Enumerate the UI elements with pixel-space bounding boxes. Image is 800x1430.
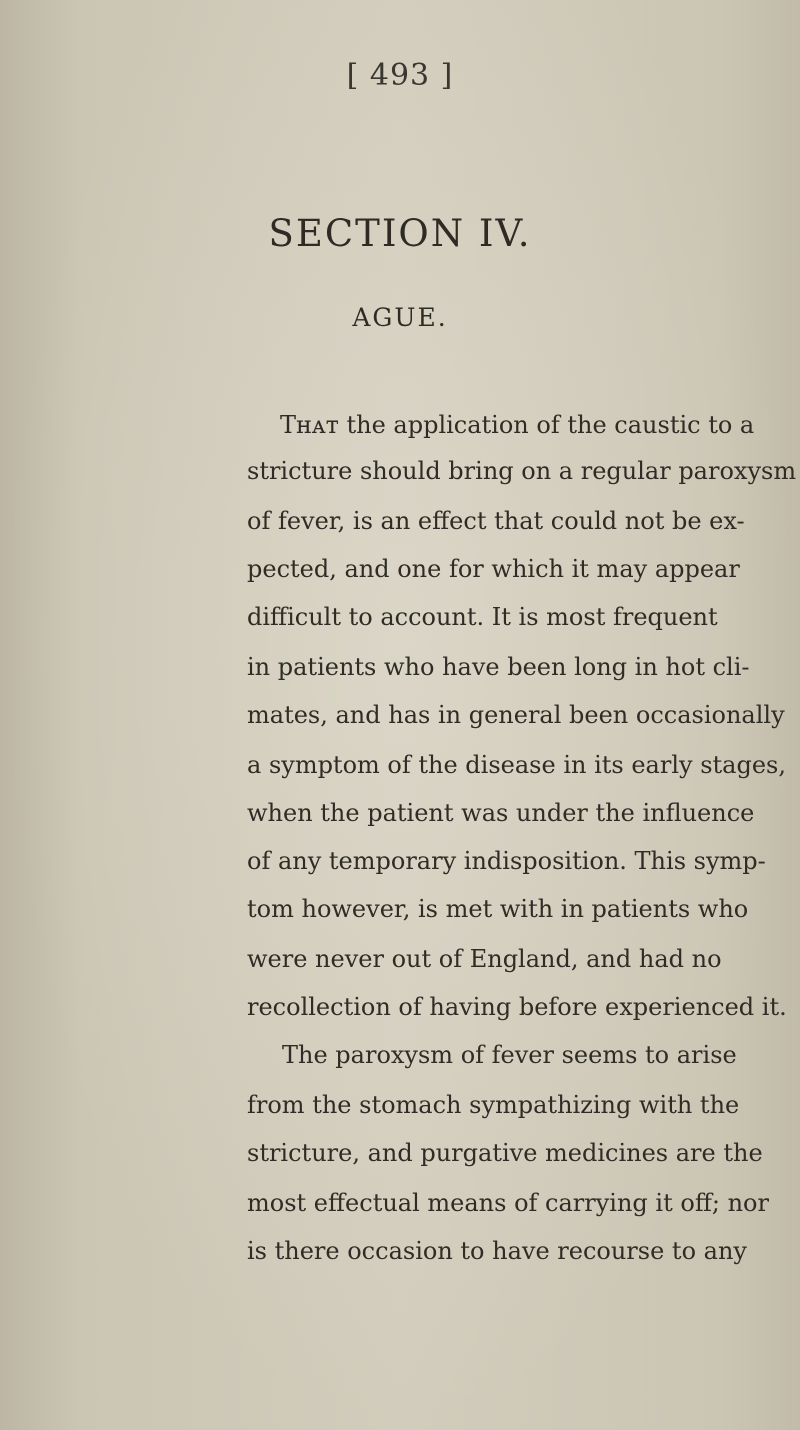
section-heading: SECTION IV. xyxy=(268,212,532,255)
text-line: mates, and has in general been occasionally xyxy=(247,701,785,729)
text-line: in patients who have been long in hot cli- xyxy=(247,653,750,681)
text-line: Tʜᴀᴛ the application of the caustic to a xyxy=(280,411,755,439)
text-line: of fever, is an effect that could not be ex- xyxy=(247,507,745,535)
text-line: recollection of having before experienced it. xyxy=(247,993,787,1021)
text-line: is there occasion to have recourse to any xyxy=(247,1237,747,1265)
section-subheading: AGUE. xyxy=(352,303,448,332)
text-line: of any temporary indisposition. This symp- xyxy=(247,847,766,875)
text-line: stricture should bring on a regular paroxysm xyxy=(247,457,797,485)
text-line: from the stomach sympathizing with the xyxy=(247,1091,740,1119)
text-line: most effectual means of carrying it off; nor xyxy=(247,1189,769,1217)
text-line: tom however, is met with in patients who xyxy=(247,895,749,923)
text-line: a symptom of the disease in its early stages, xyxy=(247,751,786,779)
text-line: stricture, and purgative medicines are the xyxy=(247,1139,763,1167)
page-number: [ 493 ] xyxy=(346,58,454,93)
text-line: The paroxysm of fever seems to arise xyxy=(282,1041,737,1069)
text-line: were never out of England, and had no xyxy=(247,945,722,973)
text-line: difficult to account. It is most frequent xyxy=(247,603,718,631)
text-line: pected, and one for which it may appear xyxy=(247,555,740,583)
text-line: when the patient was under the influence xyxy=(247,799,755,827)
